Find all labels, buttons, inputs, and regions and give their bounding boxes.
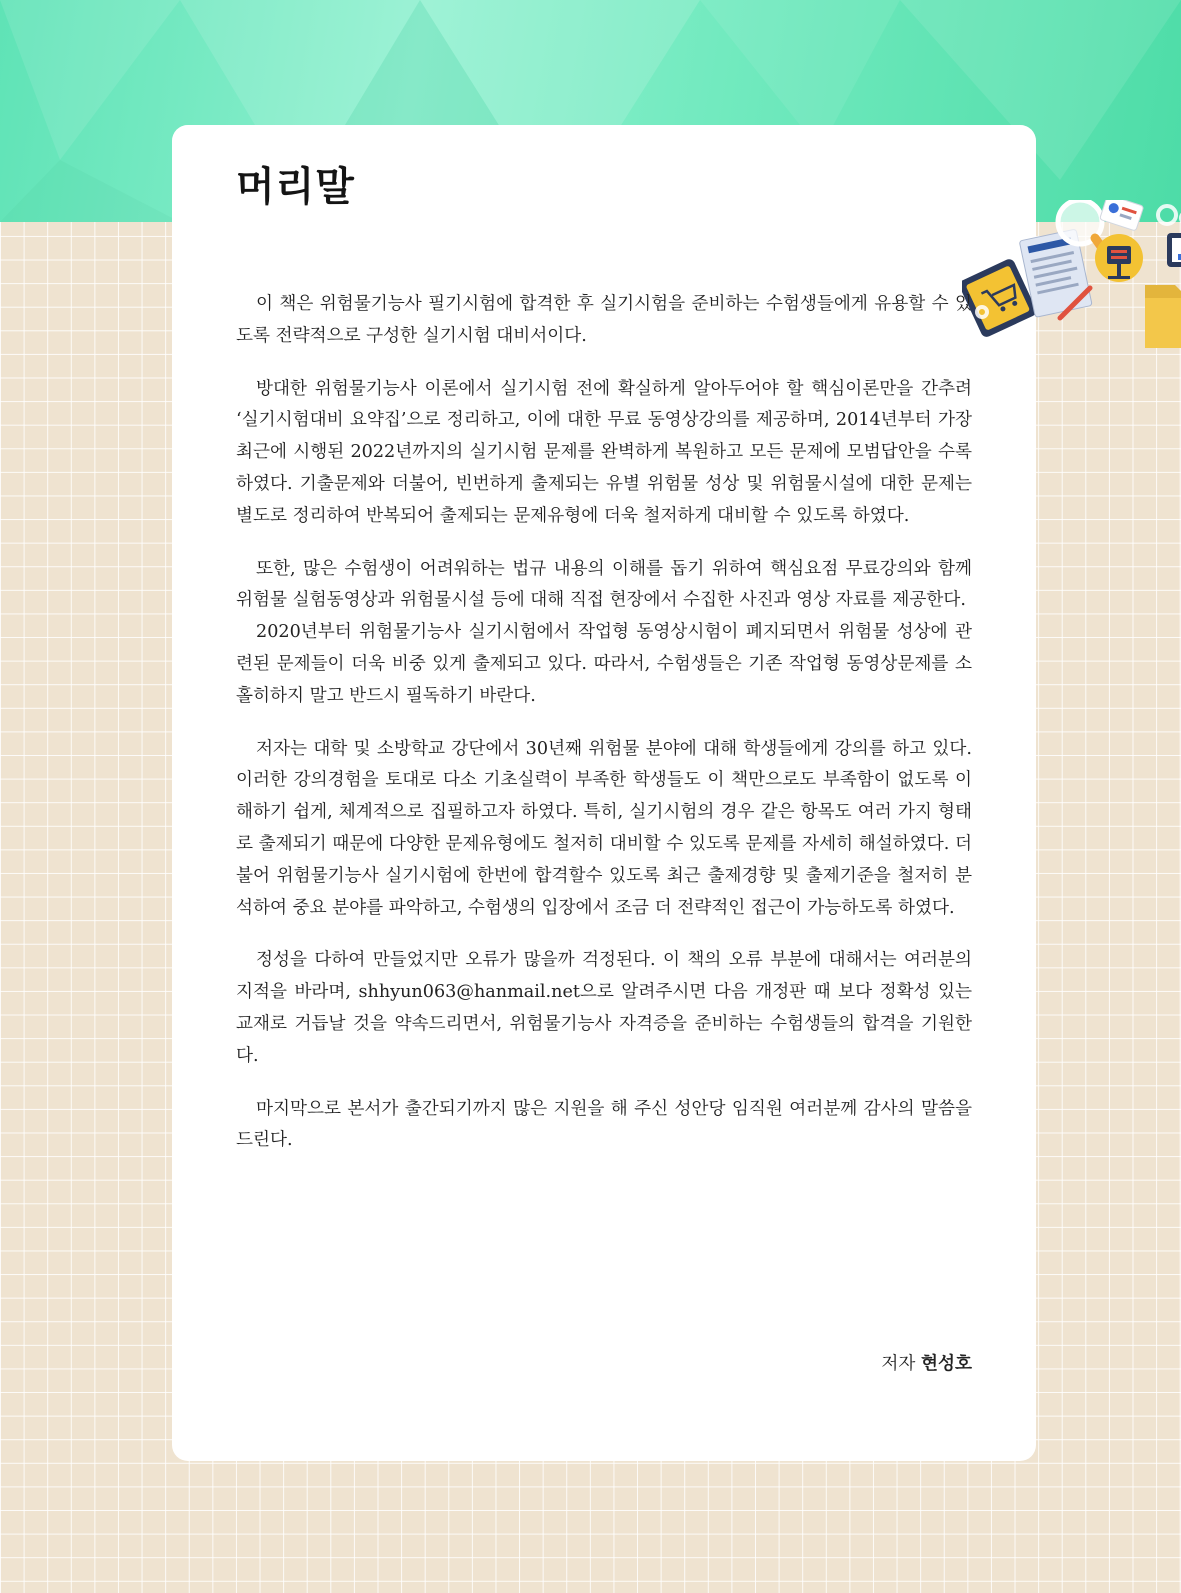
folder-icon xyxy=(1145,285,1181,348)
author-signature xyxy=(236,1350,972,1375)
paragraph: 정성을 다하여 만들었지만 오류가 많을까 걱정된다. 이 책의 오류 부분에 대해서는 여러분의 지적을 바라며, shhyun063@hanmail.net으로 알려주시면 다음 개정판 때 보다 정확성 있는 교재로 거듭날 것을 약속드리면서, 위험물기능사 자격증을 준비하는 수험생들의 합격을 기원한다. xyxy=(236,950,972,1066)
illustration-cluster xyxy=(962,200,1181,350)
server-lock-icon xyxy=(1095,234,1143,282)
profile-card-icon xyxy=(1100,200,1144,231)
chart-monitor-icon xyxy=(1167,233,1181,267)
paragraph: 이 책은 위험물기능사 필기시험에 합격한 후 실기시험을 준비하는 수험생들에게 유용할 수 있도록 전략적으로 구성한 실기시험 대비서이다. xyxy=(236,294,972,346)
signature-prefix: 저자 xyxy=(881,1354,916,1374)
paragraph: 방대한 위험물기능사 이론에서 실기시험 전에 확실하게 알아두어야 할 핵심이론만을 간추려 ‘실기시험대비 요약집’으로 정리하고, 이에 대한 무료 동영상강의를 제공하며, 2014년부터 가장 최근에 시행된 2022년까지의 실기시험 문제를 완벽하게 복원하고 모든 문제에 모범답안을 수록하였다. 기출문제와 더불어, 빈번하게 출제되는 유별 위험물 성상 및 위험물시설에 대한 문제는 별도로 정리하여 반복되어 출제되는 문제유형에 더욱 철저하게 대비할 수 있도록 하였다. xyxy=(236,378,972,526)
page-title: 머리말 xyxy=(236,164,355,210)
paragraph: 2020년부터 위험물기능사 실기시험에서 작업형 동영상시험이 폐지되면서 위험물 성상에 관련된 문제들이 더욱 비중 있게 출제되고 있다. 따라서, 수험생들은 기존 작업형 동영상문제를 소홀히하지 말고 반드시 필독하기 바란다. xyxy=(236,622,972,706)
paragraph: 저자는 대학 및 소방학교 강단에서 30년째 위험물 분야에 대해 학생들에게 강의를 하고 있다. 이러한 강의경험을 토대로 다소 기초실력이 부족한 학생들도 이 책만으로도 부족함이 없도록 이해하기 쉽게, 체계적으로 집필하고자 하였다. 특히, 실기시험의 경우 같은 항목도 여러 가지 형태로 출제되기 때문에 다양한 문제유형에도 철저히 대비할 수 있도록 문제를 자세히 해설하였다. 더불어 위험물기능사 실기시험에 한번에 합격할수 있도록 최근 출제경향 및 출제기준을 철저히 분석하여 중요 분야를 파악하고, 수험생의 입장에서 조금 더 전략적인 접근이 가능하도록 하였다. xyxy=(236,738,972,918)
author-name: 현성호 xyxy=(921,1353,972,1374)
paragraph: 또한, 많은 수험생이 어려워하는 법규 내용의 이해를 돕기 위하여 핵심요점 무료강의와 함께 위험물 실험동영상과 위험물시설 등에 대해 직접 현장에서 수집한 사진과 영상 자료를 제공한다. xyxy=(236,558,972,611)
preface-body xyxy=(236,289,972,1178)
paragraph: 마지막으로 본서가 출간되기까지 많은 지원을 해 주신 성안당 임직원 여러분께 감사의 말씀을 드린다. xyxy=(236,1098,972,1151)
